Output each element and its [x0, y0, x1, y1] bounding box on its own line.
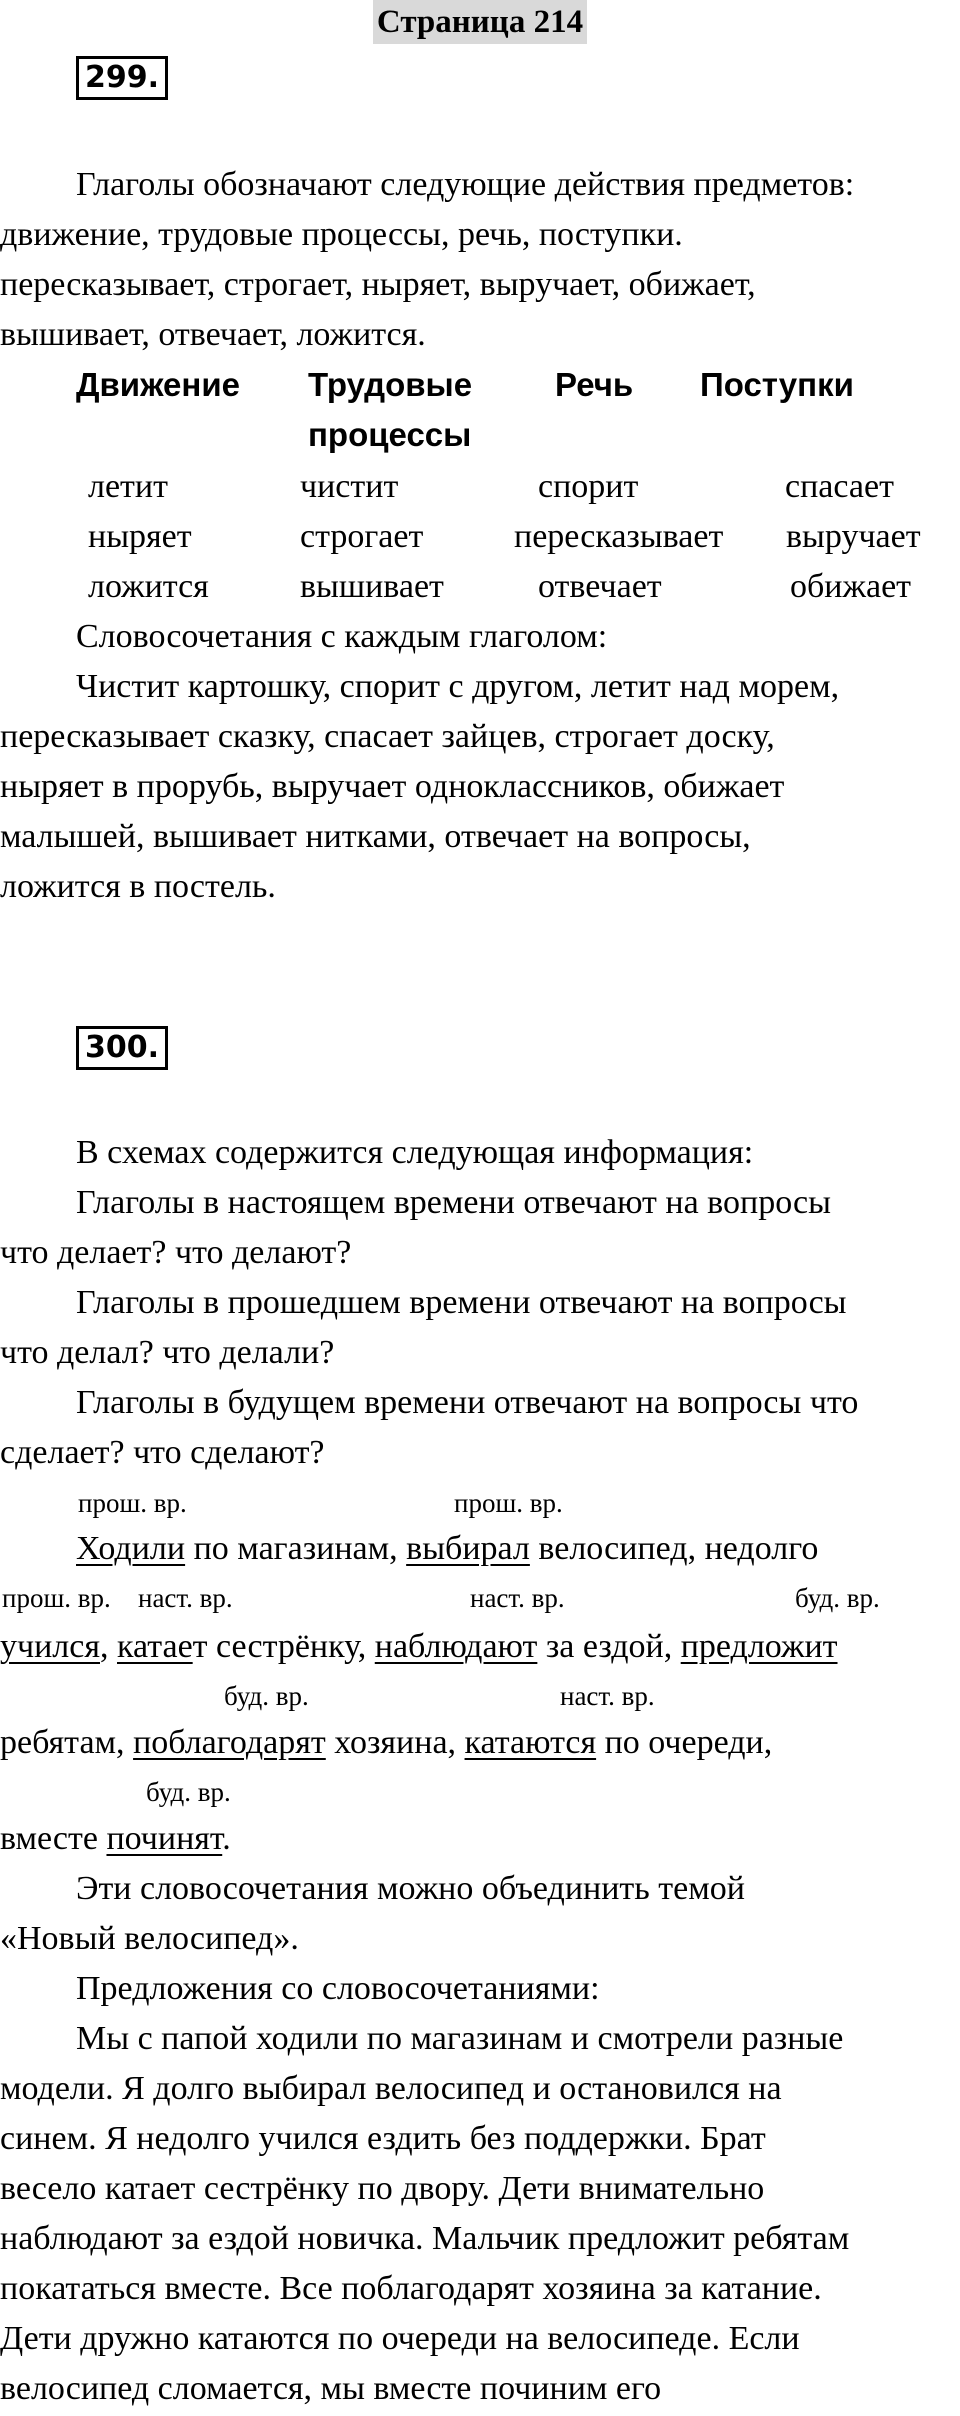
tense-annotation: прош. вр. — [78, 1488, 187, 1518]
ex300-p4-line: Глаголы в будущем времени отвечают на вопросы что — [76, 1384, 859, 1421]
tense-annotation: наст. вр. — [470, 1583, 565, 1613]
ex299-p1-line: движение, трудовые процессы, речь, поступки. — [0, 216, 683, 253]
exercise-299-number: 299. — [76, 56, 168, 100]
ex300-p2-line: что делает? что делают? — [0, 1234, 352, 1271]
table-cell: вышивает — [300, 568, 444, 605]
ex299-p3-line: ныряет в прорубь, выручает одноклассников, обижает — [0, 768, 785, 805]
table-cell: отвечает — [538, 568, 662, 605]
ex300-p7-line: Мы с папой ходили по магазинам и смотрели разные — [76, 2020, 844, 2057]
verb-past: учился — [0, 1628, 100, 1665]
tense-annotation: буд. вр. — [224, 1681, 309, 1711]
sentence-text: хозяина, — [325, 1724, 465, 1761]
ex300-p4-line: сделает? что сделают? — [0, 1434, 325, 1471]
annotated-sentence-line-3 — [0, 1718, 772, 1768]
ex300-p1: В схемах содержится следующая информация: — [76, 1134, 754, 1171]
tense-annotation: буд. вр. — [795, 1583, 880, 1613]
annotated-sentence-line-2 — [0, 1622, 838, 1672]
ex300-p7-line: велосипед сломается, мы вместе починим его — [0, 2370, 662, 2407]
table-header-deeds: Поступки — [700, 366, 854, 403]
annotated-sentence-line-4 — [0, 1814, 231, 1864]
table-header-movement: Движение — [76, 366, 240, 403]
verb-future: предложит — [680, 1628, 838, 1665]
table-cell: строгает — [300, 518, 424, 555]
ex299-p1-line: вышивает, отвечает, ложится. — [0, 316, 426, 353]
ex299-p1-line: Глаголы обозначают следующие действия предметов: — [76, 166, 855, 203]
table-cell: спасает — [785, 468, 894, 505]
ex300-p7-line: весело катает сестрёнку по двору. Дети внимательно — [0, 2170, 765, 2207]
verb-present: катаются — [464, 1724, 597, 1761]
ex299-p3-line: Чистит картошку, спорит с другом, летит над морем, — [76, 668, 840, 705]
sentence-text: по очереди, — [596, 1724, 773, 1761]
table-header-labor: Трудовые — [308, 366, 473, 403]
ex300-p2-line: Глаголы в настоящем времени отвечают на вопросы — [76, 1184, 831, 1221]
sentence-text: велосипед, недолго — [529, 1530, 819, 1567]
sentence-text: вместе — [0, 1820, 107, 1857]
table-cell: выручает — [786, 518, 921, 555]
verb-future: поблагодарят — [133, 1724, 326, 1761]
tense-annotation: наст. вр. — [138, 1583, 233, 1613]
ex300-p7-line: Дети дружно катаются по очереди на велосипеде. Если — [0, 2320, 800, 2357]
ex299-p3-line: пересказывает сказку, спасает зайцев, строгает доску, — [0, 718, 775, 755]
verb-past: выбирал — [406, 1530, 530, 1567]
verb-present: наблюдают — [374, 1628, 538, 1665]
ex300-p7-line: модели. Я долго выбирал велосипед и остановился на — [0, 2070, 782, 2107]
table-cell: ложится — [88, 568, 209, 605]
sentence-text: за ездой, — [537, 1628, 681, 1665]
table-cell: чистит — [300, 468, 399, 505]
tense-annotation: буд. вр. — [146, 1777, 231, 1807]
table-cell: обижает — [790, 568, 912, 605]
tense-annotation: прош. вр. — [454, 1488, 563, 1518]
ex300-p5-line: «Новый велосипед». — [0, 1920, 299, 1957]
sentence-text: по магазинам, — [185, 1530, 407, 1567]
exercise-300-number: 300. — [76, 1026, 168, 1070]
annotated-sentence-line-1 — [76, 1524, 818, 1574]
tense-annotation: прош. вр. — [2, 1583, 111, 1613]
ex299-p3-line: малышей, вышивает нитками, отвечает на вопросы, — [0, 818, 751, 855]
page-title: Страница 214 — [373, 0, 587, 44]
ex299-p1-line: пересказывает, строгает, ныряет, выручает, обижает, — [0, 266, 756, 303]
table-cell: спорит — [538, 468, 639, 505]
ex300-p7-line: наблюдают за ездой новичка. Мальчик предложит ребятам — [0, 2220, 850, 2257]
ex300-p7-line: синем. Я недолго учился ездить без поддержки. Брат — [0, 2120, 766, 2157]
table-cell: летит — [88, 468, 168, 505]
tense-annotation: наст. вр. — [560, 1681, 655, 1711]
table-cell: пересказывает — [514, 518, 724, 555]
sentence-text: , — [100, 1628, 117, 1665]
ex299-p3-line: ложится в постель. — [0, 868, 276, 905]
sentence-text: ребятам, — [0, 1724, 134, 1761]
ex300-p3-line: что делал? что делали? — [0, 1334, 335, 1371]
page-header — [0, 0, 960, 44]
sentence-text: т сестрёнку, — [192, 1628, 375, 1665]
table-header-labor-2: процессы — [308, 416, 472, 453]
ex300-p6: Предложения со словосочетаниями: — [76, 1970, 600, 2007]
verb-present: катае — [117, 1628, 193, 1665]
ex300-p7-line: покататься вместе. Все поблагодарят хозяина за катание. — [0, 2270, 822, 2307]
sentence-text: . — [222, 1820, 231, 1857]
verb-past: Ходили — [76, 1530, 186, 1567]
ex299-p2: Словосочетания с каждым глаголом: — [76, 618, 608, 655]
table-cell: ныряет — [88, 518, 192, 555]
ex300-p5-line: Эти словосочетания можно объединить темой — [76, 1870, 745, 1907]
table-header-speech: Речь — [555, 366, 634, 403]
ex300-p3-line: Глаголы в прошедшем времени отвечают на вопросы — [76, 1284, 847, 1321]
verb-future: починят — [106, 1820, 223, 1857]
